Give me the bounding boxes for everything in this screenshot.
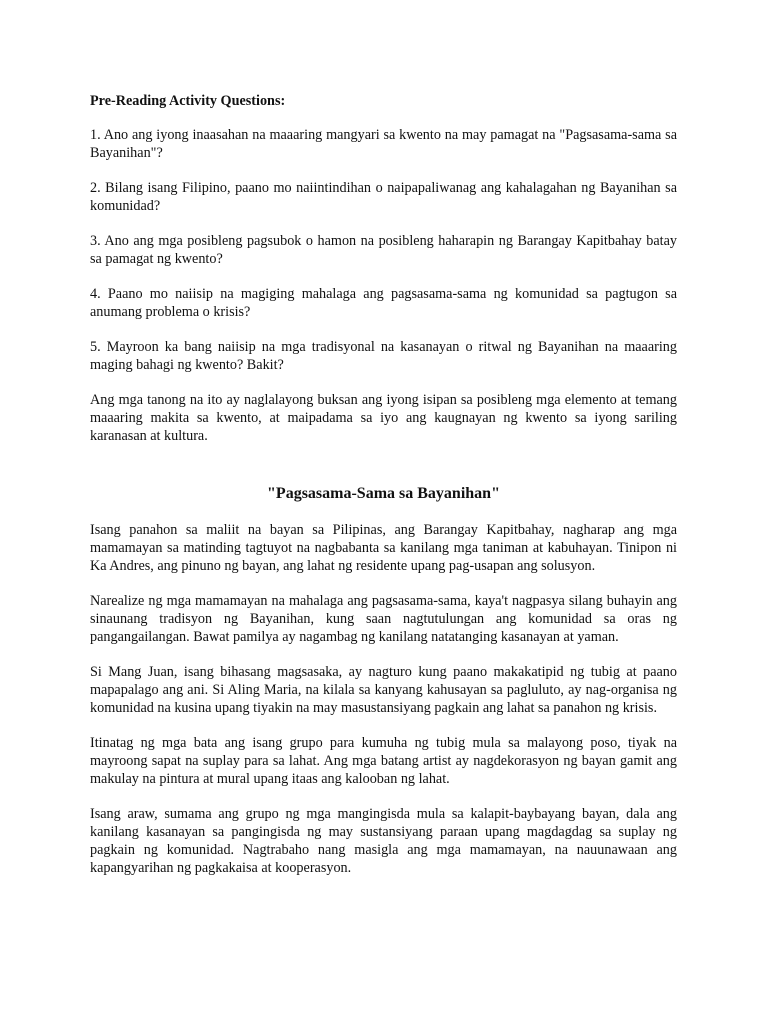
story-paragraph-4: Itinatag ng mga bata ang isang grupo para kumuha ng tubig mula sa malayong poso, tiyak na mayroong sapat na suplay para sa lahat. Ang mga batang artist ay nagdekorasyon ng bayan gamit ang makulay na pintura at mural upang itaas ang kalooban ng lahat.: [90, 735, 677, 787]
question-1: 1. Ano ang iyong inaasahan na maaaring mangyari sa kwento na may pamagat na "Pagsasama-sama sa Bayanihan"?: [90, 127, 677, 161]
story-paragraph-5: Isang araw, sumama ang grupo ng mga mangingisda mula sa kalapit-baybayang bayan, dala ang kanilang kasanayan sa pangingisda ng may sustansiyang paraan upang magdagdag sa suplay ng pagkain ng komunidad. Nagtrabaho nang masigla ang mga mamamayan, na nauunawaan ang kapangyarihan ng pagkakaisa at kooperasyon.: [90, 806, 677, 876]
pre-reading-closing: Ang mga tanong na ito ay naglalayong buksan ang iyong isipan sa posibleng mga elemento at temang maaaring makita sa kwento, at maipadama sa iyo ang kaugnayan ng kwento sa iyong sariling karanasan at kultura.: [90, 392, 677, 444]
question-5: 5. Mayroon ka bang naiisip na mga tradisyonal na kasanayan o ritwal ng Bayanihan na maaaring maging bahagi ng kwento? Bakit?: [90, 339, 677, 373]
question-2: 2. Bilang isang Filipino, paano mo naiintindihan o naipapaliwanag ang kahalagahan ng Bayanihan sa komunidad?: [90, 180, 677, 214]
story-paragraph-3: Si Mang Juan, isang bihasang magsasaka, ay nagturo kung paano makakatipid ng tubig at paano mapapalago ang ani. Si Aling Maria, na kilala sa kanyang kahusayan sa pagluluto, ay nag-organisa ng komunidad na kusina upang tiyakin na may masustansiyang pagkain ang lahat sa panahon ng krisis.: [90, 664, 677, 716]
pre-reading-heading: Pre-Reading Activity Questions:: [90, 93, 286, 109]
story-paragraph-2: Narealize ng mga mamamayan na mahalaga ang pagsasama-sama, kaya't nagpasya silang buhayin ang sinaunang tradisyon ng Bayanihan, kung saan nagtutulungan ang komunidad sa oras ng pangangailangan. Bawat pamilya ay nagambag ng kanilang natatanging kasanayan at yaman.: [90, 593, 677, 645]
question-4: 4. Paano mo naiisip na magiging mahalaga ang pagsasama-sama ng komunidad sa pagtugon sa anumang problema o krisis?: [90, 286, 677, 320]
question-3: 3. Ano ang mga posibleng pagsubok o hamon na posibleng haharapin ng Barangay Kapitbahay batay sa pamagat ng kwento?: [90, 233, 677, 267]
story-title: "Pagsasama-Sama sa Bayanihan": [267, 485, 500, 502]
document-page: [90, 92, 677, 894]
story-paragraph-1: Isang panahon sa maliit na bayan sa Pilipinas, ang Barangay Kapitbahay, nagharap ang mga mamamayan sa matinding tagtuyot na nagbabanta sa kanilang mga taniman at kabuhayan. Tinipon ni Ka Andres, ang pinuno ng bayan, ang lahat ng residente upang pag-usapan ang solusyon.: [90, 522, 677, 574]
